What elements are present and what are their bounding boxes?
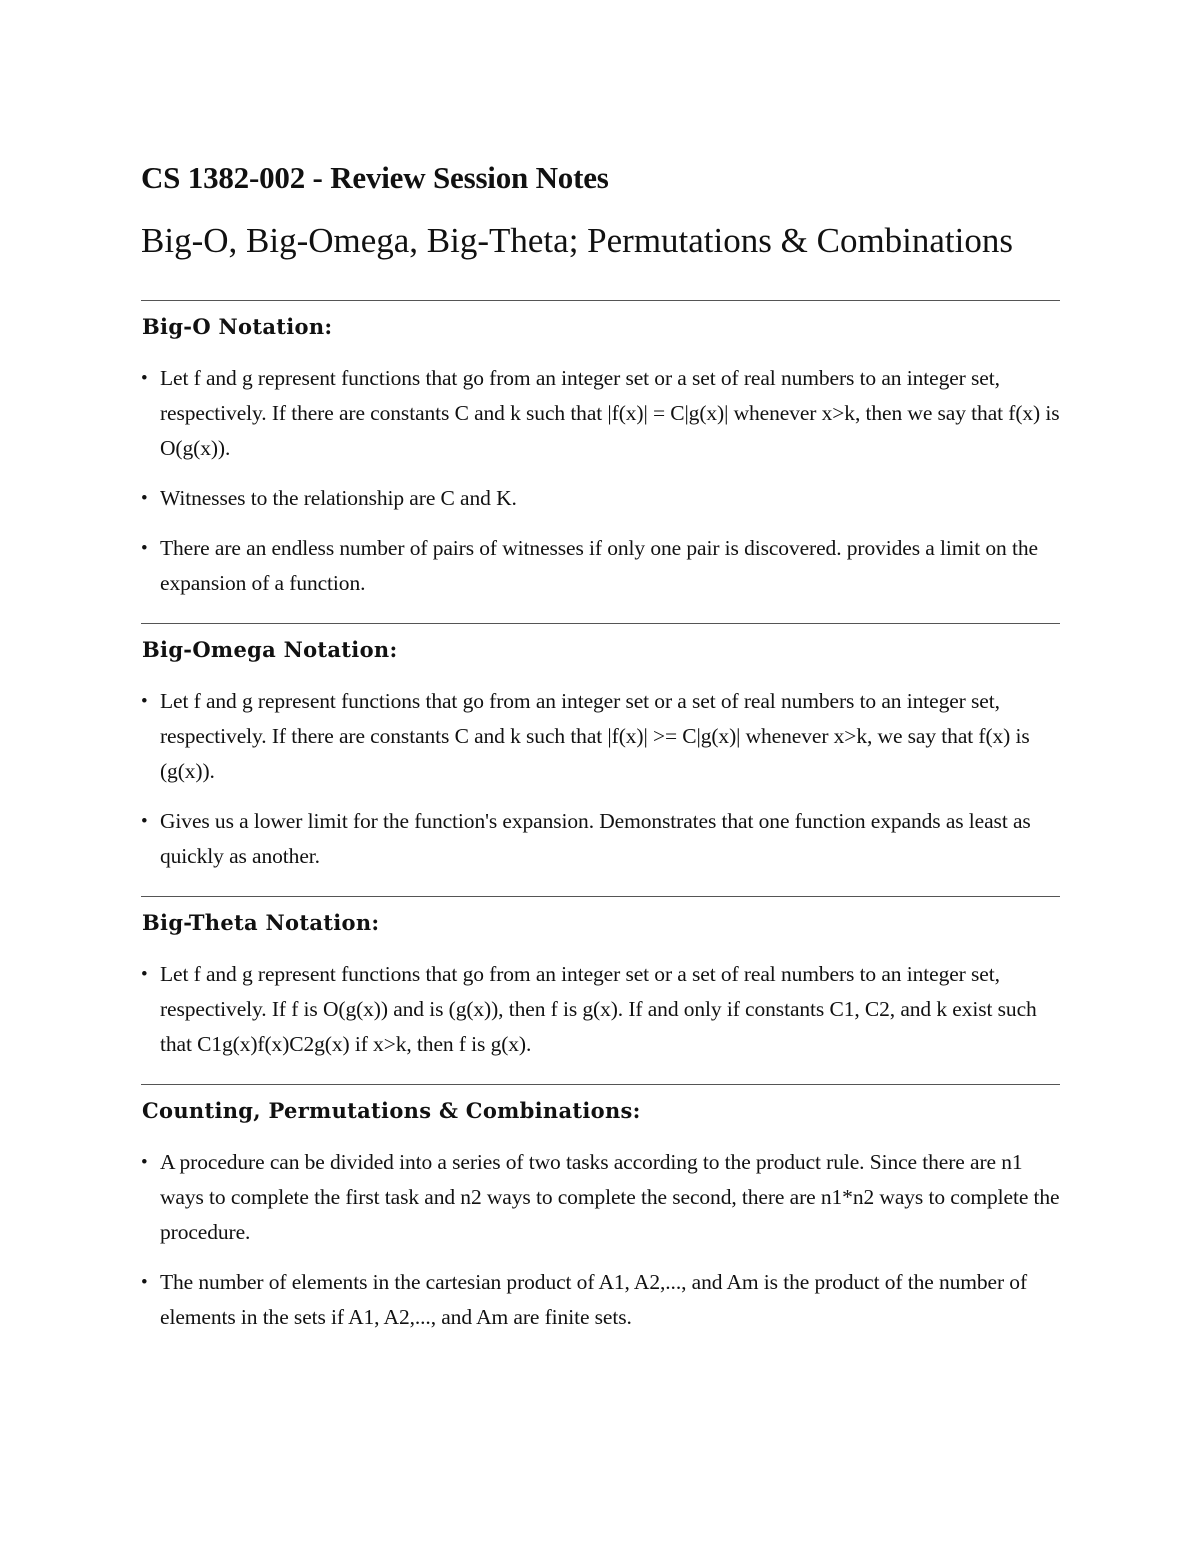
document-subtitle: Big-O, Big-Omega, Big-Theta; Permutations & Combinations [141,221,1013,260]
list-item-text: Let f and g represent functions that go from an integer set or a set of real numbers to an integer set, respectively. If there are constants C and k such that |f(x)| = C|g(x)| whenever x>k, then we say that f(x) is O(g(x)). [160,366,1060,460]
section-heading: Counting, Permutations & Combinations: [142,1098,641,1123]
bullet-list [141,957,1060,1062]
list-item-text: A procedure can be divided into a series of two tasks according to the product rule. Since there are n1 ways to complete the first task and n2 ways to complete the second, there are n1*n2 ways to complete the procedure. [160,1150,1060,1244]
list-item [141,531,1060,601]
bullet-icon: • [141,811,148,832]
document-page [141,158,1060,1335]
bullet-icon: • [141,691,148,712]
bullet-list [141,1145,1060,1335]
bullet-list [141,361,1060,601]
section-counting [141,1084,1060,1335]
section-heading: Big-Theta Notation: [142,910,380,935]
bullet-icon: • [141,964,148,985]
list-item [141,957,1060,1062]
list-item-text: Gives us a lower limit for the function's expansion. Demonstrates that one function expands as least as quickly as another. [160,809,1031,868]
list-item [141,804,1060,874]
bullet-icon: • [141,488,148,509]
list-item [141,481,1060,516]
section-big-o [141,300,1060,601]
list-item [141,1145,1060,1250]
section-heading: Big-O Notation: [142,314,333,339]
section-heading: Big-Omega Notation: [142,637,398,662]
list-item [141,361,1060,466]
bullet-icon: • [141,368,148,389]
section-big-omega [141,623,1060,874]
bullet-list [141,684,1060,874]
section-big-theta [141,896,1060,1062]
list-item-text: The number of elements in the cartesian product of A1, A2,..., and Am is the product of the number of elements in the sets if A1, A2,..., and Am are finite sets. [160,1270,1028,1329]
list-item-text: Witnesses to the relationship are C and K. [160,486,517,510]
bullet-icon: • [141,538,148,559]
list-item-text: Let f and g represent functions that go from an integer set or a set of real numbers to an integer set, respectively. If f is O(g(x)) and is (g(x)), then f is g(x). If and only if constants C1, C2, and k exist such that C1g(x)f(x)C2g(x) if x>k, then f is g(x). [160,962,1037,1056]
list-item [141,684,1060,789]
list-item-text: There are an endless number of pairs of witnesses if only one pair is discovered. provides a limit on the expansion of a function. [160,536,1038,595]
bullet-icon: • [141,1152,148,1173]
list-item-text: Let f and g represent functions that go from an integer set or a set of real numbers to an integer set, respectively. If there are constants C and k such that |f(x)| >= C|g(x)| whenever x>k, we say that f(x) is (g(x)). [160,689,1030,783]
document-title: CS 1382-002 - Review Session Notes [141,160,609,195]
list-item [141,1265,1060,1335]
bullet-icon: • [141,1272,148,1293]
